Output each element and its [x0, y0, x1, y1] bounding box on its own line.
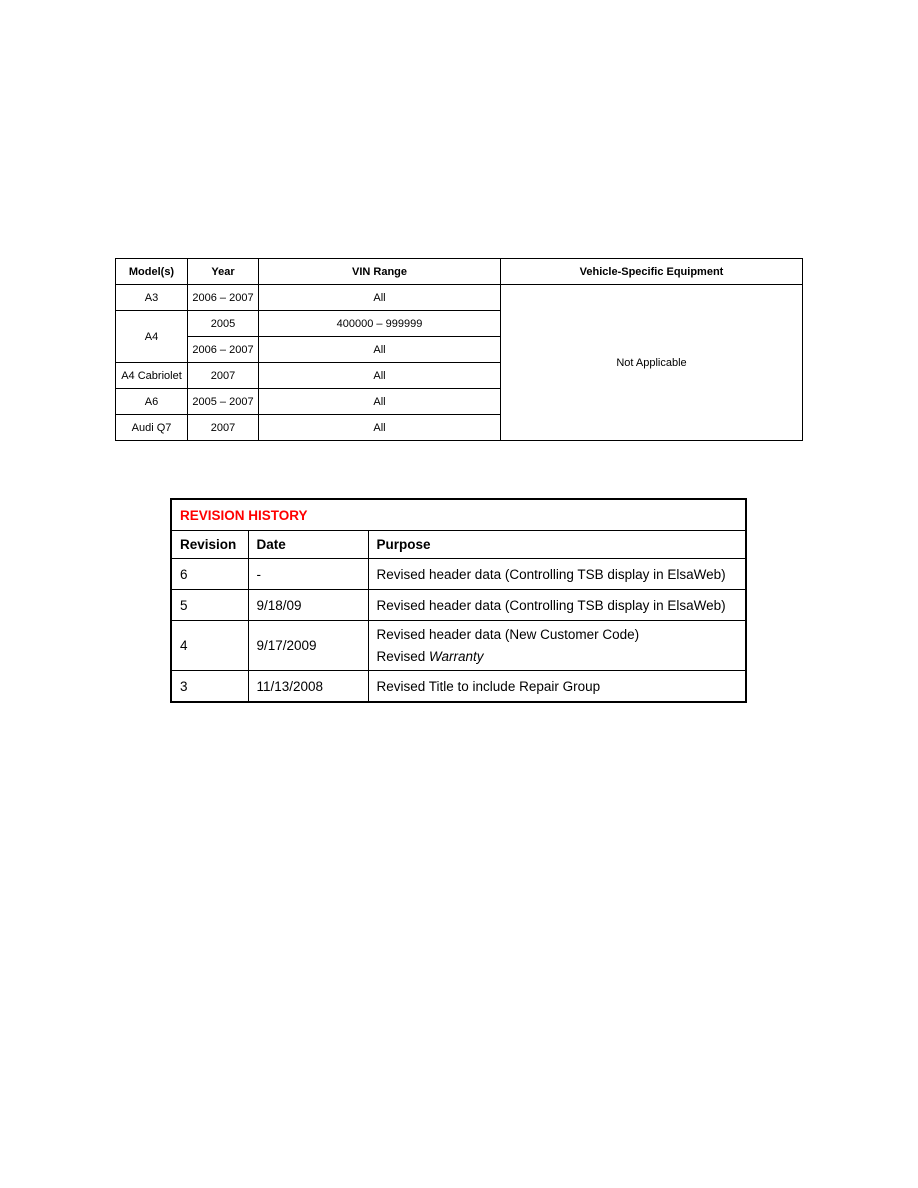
year-cell: 2007	[188, 415, 259, 441]
date-cell: -	[248, 559, 368, 590]
vehicle-table-header-row	[116, 259, 803, 285]
model-cell: A6	[116, 389, 188, 415]
column-header-date: Date	[248, 531, 368, 559]
revision-cell: 6	[171, 559, 248, 590]
table-row	[171, 590, 746, 621]
table-row	[116, 285, 803, 311]
purpose-cell	[368, 621, 746, 671]
column-header-purpose: Purpose	[368, 531, 746, 559]
vin-cell: All	[259, 337, 501, 363]
vin-cell: All	[259, 389, 501, 415]
purpose-cell: Revised header data (Controlling TSB display in ElsaWeb)	[368, 559, 746, 590]
revision-cell: 3	[171, 671, 248, 703]
model-cell: Audi Q7	[116, 415, 188, 441]
table-row	[171, 559, 746, 590]
column-header-revision: Revision	[171, 531, 248, 559]
purpose-line-2-prefix: Revised	[376, 649, 430, 664]
table-row	[171, 671, 746, 703]
revision-cell: 5	[171, 590, 248, 621]
column-header-vin-range: VIN Range	[259, 259, 501, 285]
year-cell: 2006 – 2007	[188, 285, 259, 311]
revision-title-row	[171, 499, 746, 531]
vin-cell: All	[259, 285, 501, 311]
revision-history-table	[170, 498, 747, 703]
purpose-cell: Revised header data (Controlling TSB display in ElsaWeb)	[368, 590, 746, 621]
vin-cell: All	[259, 363, 501, 389]
date-cell: 11/13/2008	[248, 671, 368, 703]
model-cell: A3	[116, 285, 188, 311]
purpose-cell: Revised Title to include Repair Group	[368, 671, 746, 703]
purpose-line-2	[377, 649, 738, 664]
table-row	[171, 621, 746, 671]
column-header-vehicle-specific-equipment: Vehicle-Specific Equipment	[501, 259, 803, 285]
column-header-models: Model(s)	[116, 259, 188, 285]
equipment-cell: Not Applicable	[501, 285, 803, 441]
year-cell: 2005	[188, 311, 259, 337]
revision-header-row	[171, 531, 746, 559]
revision-history-title: REVISION HISTORY	[171, 499, 746, 531]
column-header-year: Year	[188, 259, 259, 285]
vin-cell: All	[259, 415, 501, 441]
date-cell: 9/18/09	[248, 590, 368, 621]
model-cell: A4 Cabriolet	[116, 363, 188, 389]
vin-cell: 400000 – 999999	[259, 311, 501, 337]
year-cell: 2007	[188, 363, 259, 389]
year-cell: 2005 – 2007	[188, 389, 259, 415]
purpose-line-1: Revised header data (New Customer Code)	[376, 627, 640, 642]
revision-cell: 4	[171, 621, 248, 671]
purpose-line-2-italic: Warranty	[429, 649, 484, 664]
date-cell: 9/17/2009	[248, 621, 368, 671]
model-cell: A4	[116, 311, 188, 363]
year-cell: 2006 – 2007	[188, 337, 259, 363]
vehicle-applicability-table	[115, 258, 803, 441]
